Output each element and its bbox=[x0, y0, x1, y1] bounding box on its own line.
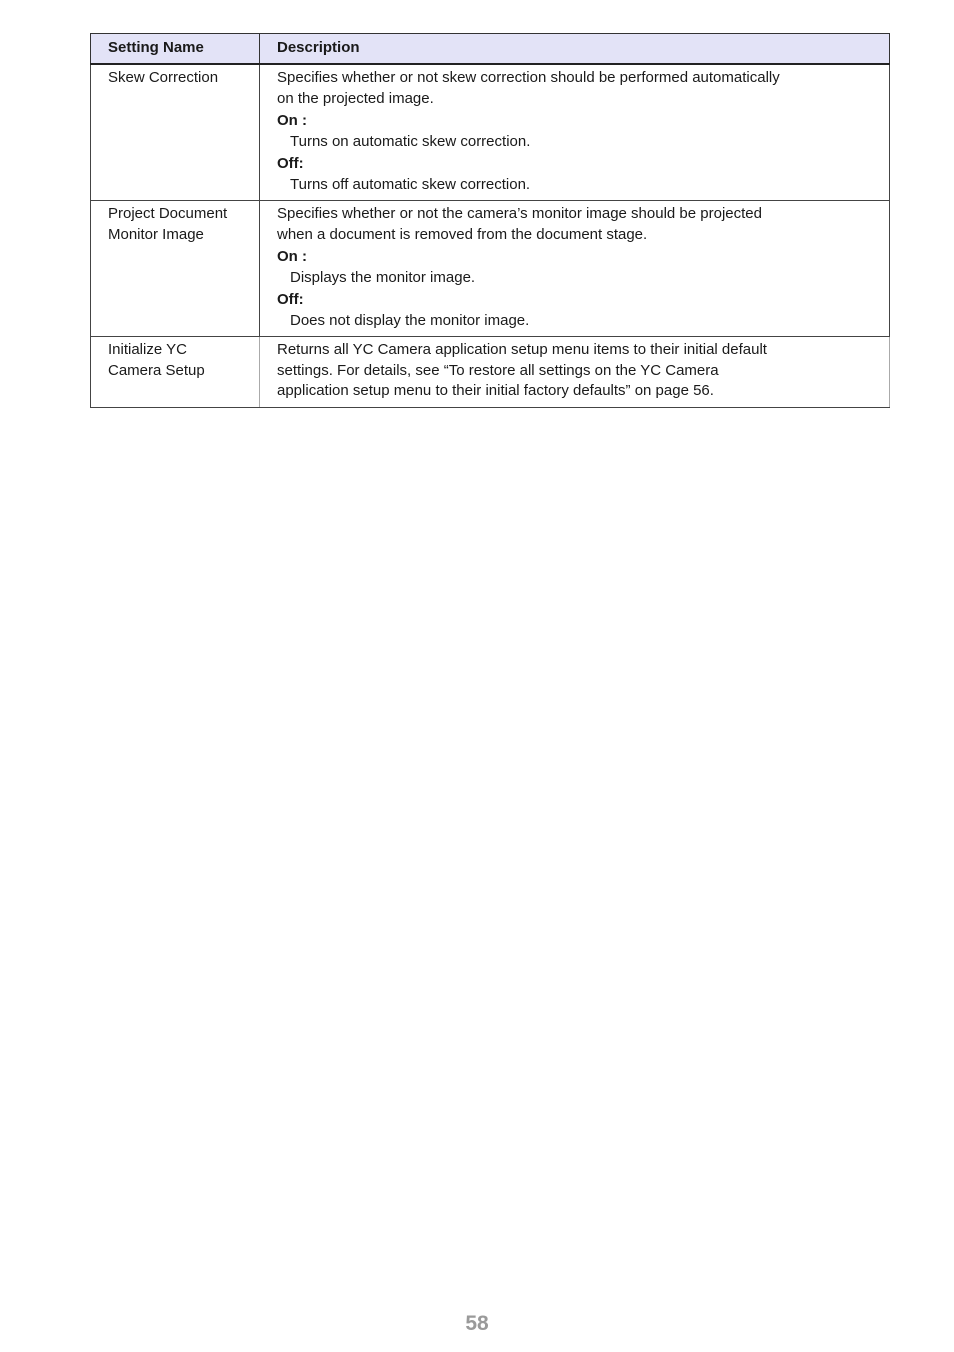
setting-name-cell bbox=[91, 337, 260, 408]
column-header-setting-name: Setting Name bbox=[91, 34, 260, 65]
table-row bbox=[91, 64, 890, 201]
description-text: Specifies whether or not the camera’s monitor image should be projected when a document is removed from the document stage. bbox=[277, 205, 762, 243]
setting-name-cell bbox=[91, 64, 260, 201]
column-header-description: Description bbox=[260, 34, 890, 65]
setting-name: Project Document Monitor Image bbox=[108, 205, 228, 243]
on-option-text: Displays the monitor image. bbox=[290, 268, 476, 286]
description-cell bbox=[260, 201, 890, 337]
settings-table bbox=[90, 33, 890, 408]
description-text: Specifies whether or not skew correction should be performed automatically on the projected image. bbox=[277, 69, 780, 107]
off-option-label: Off: bbox=[277, 291, 304, 308]
table-row bbox=[91, 201, 890, 337]
on-option-text: Turns on automatic skew correction. bbox=[290, 132, 531, 150]
table-header-row bbox=[91, 34, 890, 65]
on-option-label: On : bbox=[277, 112, 307, 129]
description-cell bbox=[260, 64, 890, 201]
setting-name: Skew Correction bbox=[108, 69, 219, 86]
off-option-text: Turns off automatic skew correction. bbox=[290, 175, 531, 193]
setting-name-cell bbox=[91, 201, 260, 337]
table-row bbox=[91, 337, 890, 408]
description-text: Returns all YC Camera application setup menu items to their initial default settings. For details, see “To restore all settings on the YC Camera application setup menu to their initial factory defaults” on page 56. bbox=[277, 341, 767, 399]
off-option-label: Off: bbox=[277, 155, 304, 172]
setting-name: Initialize YC Camera Setup bbox=[108, 341, 205, 379]
description-cell bbox=[260, 337, 890, 408]
on-option-label: On : bbox=[277, 248, 307, 265]
page-number: 58 bbox=[465, 1312, 489, 1335]
off-option-text: Does not display the monitor image. bbox=[290, 311, 530, 329]
